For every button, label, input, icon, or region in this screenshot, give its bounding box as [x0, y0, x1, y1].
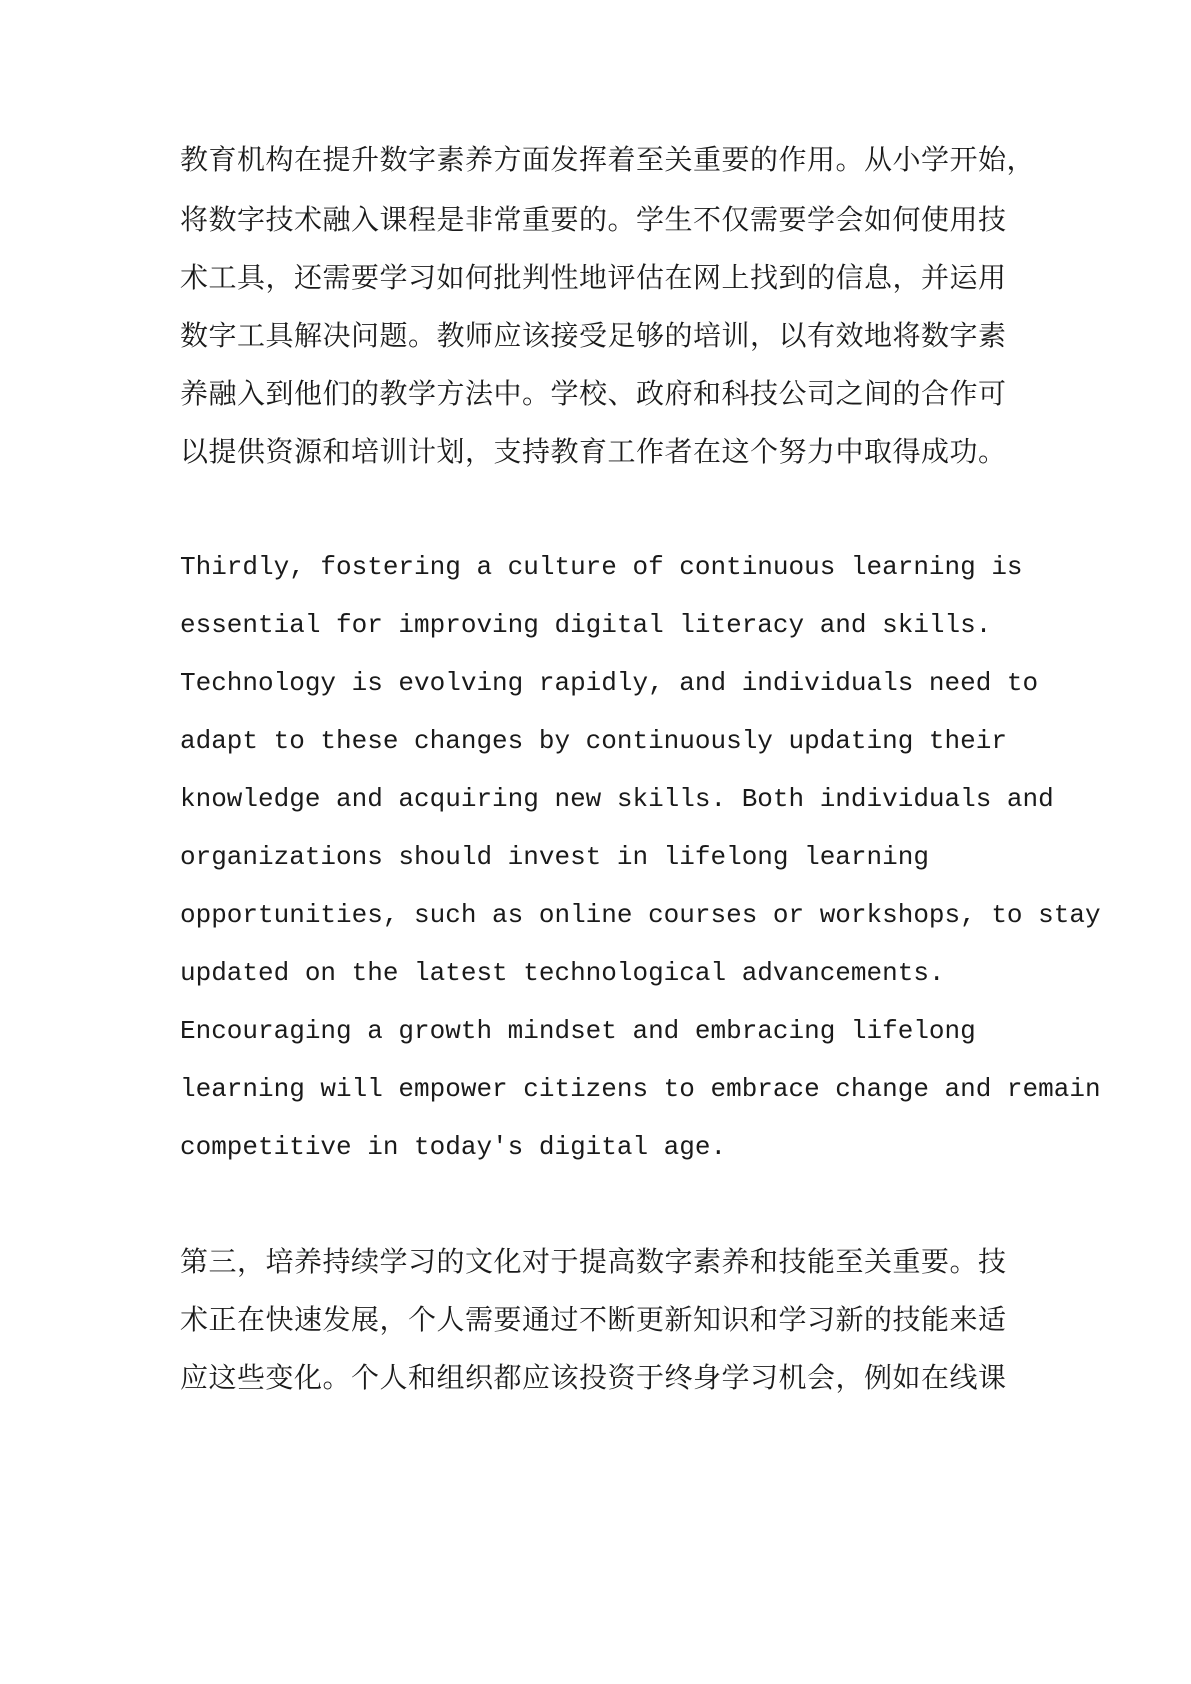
text-line: 第三，培养持续学习的文化对于提高数字素养和技能至关重要。技: [180, 1245, 1007, 1278]
text-line: 数字工具解决问题。教师应该接受足够的培训，以有效地将数字素: [180, 319, 1007, 352]
text-line: opportunities, such as online courses or workshops, to stay: [180, 900, 1101, 930]
text-line: 术正在快速发展，个人需要通过不断更新知识和学习新的技能来适: [180, 1303, 1007, 1336]
text-line: knowledge and acquiring new skills. Both individuals and: [180, 784, 1054, 814]
text-line: organizations should invest in lifelong learning: [180, 842, 929, 872]
text-line: Encouraging a growth mindset and embracing lifelong: [180, 1016, 976, 1046]
text-line: updated on the latest technological advancements.: [180, 958, 945, 988]
text-line: 以提供资源和培训计划，支持教育工作者在这个努力中取得成功。: [180, 435, 1007, 468]
text-line: 教育机构在提升数字素养方面发挥着至关重要的作用。从小学开始，: [180, 143, 1036, 176]
text-line: competitive in today's digital age.: [180, 1132, 727, 1162]
text-line: learning will empower citizens to embrace change and remain: [180, 1074, 1101, 1104]
text-line: Thirdly, fostering a culture of continuous learning is: [180, 552, 1023, 582]
text-line: adapt to these changes by continuously updating their: [180, 726, 1007, 756]
text-line: 养融入到他们的教学方法中。学校、政府和科技公司之间的合作可: [180, 377, 1007, 410]
text-line: 应这些变化。个人和组织都应该投资于终身学习机会，例如在线课: [180, 1361, 1007, 1394]
text-line: 将数字技术融入课程是非常重要的。学生不仅需要学会如何使用技: [180, 203, 1007, 236]
text-line: 术工具，还需要学习如何批判性地评估在网上找到的信息，并运用: [180, 261, 1007, 294]
text-line: essential for improving digital literacy and skills.: [180, 610, 992, 640]
text-line: Technology is evolving rapidly, and individuals need to: [180, 668, 1039, 698]
